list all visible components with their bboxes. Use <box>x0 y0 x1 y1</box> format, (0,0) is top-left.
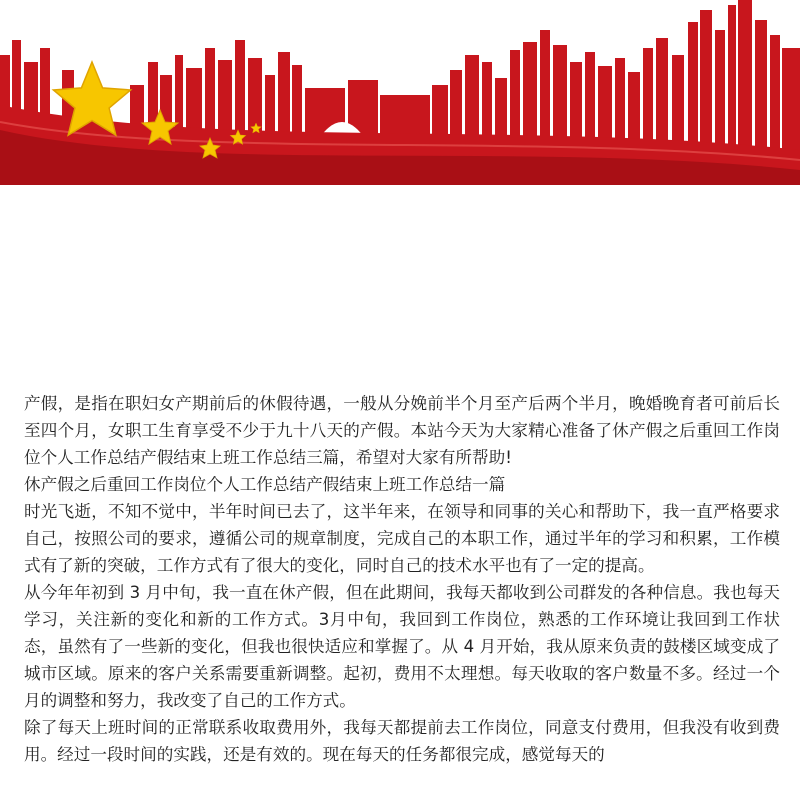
intro-paragraph: 产假，是指在职妇女产期前后的休假待遇，一般从分娩前半个月至产后两个半月，晚婚晚育者可前后长至四个月，女职工生育享受不少于九十八天的产假。本站今天为大家精心准备了休产假之后重回工作岗位个人工作总结产假结束上班工作总结三篇，希望对大家有所帮助! <box>24 394 780 467</box>
body-paragraph: 从今年年初到 3 月中旬，我一直在休产假，但在此期间，我每天都收到公司群发的各种信息。我也每天学习，关注新的变化和新的工作方式。3月中旬，我回到工作岗位，熟悉的工作环境让我回到工作状态，虽然有了一些新的变化，但我也很快适应和掌握了。从 4 月开始，我从原来负责的鼓楼区域变成了城市区域。原来的客户关系需要重新调整。起初，费用不太理想。每天收取的客户数量不多。经过一个月的调整和努力，我改变了自己的工作方式。 <box>24 583 780 710</box>
header-banner <box>0 0 800 185</box>
body-paragraph: 除了每天上班时间的正常联系收取费用外，我每天都提前去工作岗位，同意支付费用，但我没有收到费用。经过一段时间的实践，还是有效的。现在每天的任务都很完成，感觉每天的 <box>24 718 780 764</box>
document-body <box>24 390 780 768</box>
banner-graphic <box>0 0 800 185</box>
section-heading: 休产假之后重回工作岗位个人工作总结产假结束上班工作总结一篇 <box>24 475 506 494</box>
body-paragraph: 时光飞逝，不知不觉中，半年时间已去了，这半年来，在领导和同事的关心和帮助下，我一直严格要求自己，按照公司的要求，遵循公司的规章制度，完成自己的本职工作，通过半年的学习和积累，工作模式有了新的突破，工作方式有了很大的变化，同时自己的技术水平也有了一定的提高。 <box>24 502 780 575</box>
